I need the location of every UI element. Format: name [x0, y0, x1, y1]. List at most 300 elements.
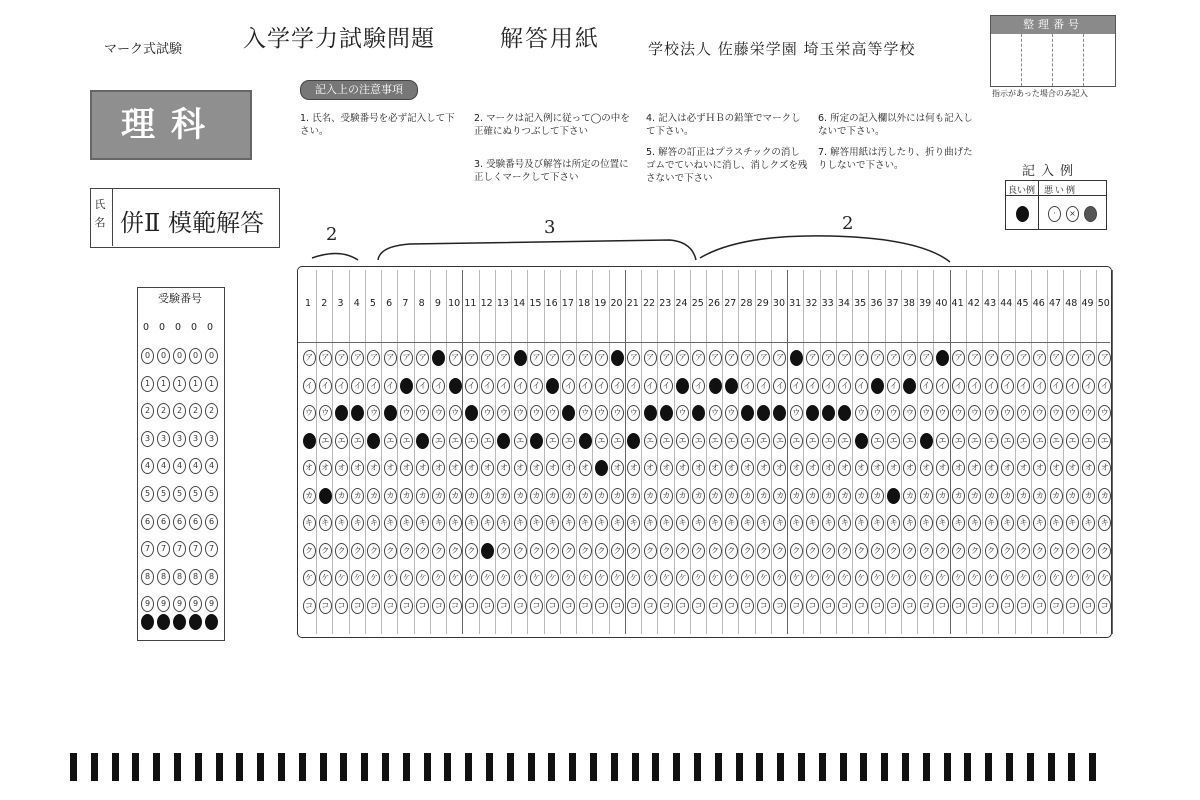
answer-bubble[interactable]: カ: [822, 488, 835, 504]
answer-bubble[interactable]: ケ: [838, 570, 851, 586]
answer-bubble[interactable]: ケ: [676, 570, 689, 586]
answer-bubble[interactable]: ア: [855, 350, 868, 366]
answer-bubble[interactable]: キ: [725, 515, 738, 531]
answer-bubble[interactable]: ク: [351, 543, 364, 559]
answer-bubble[interactable]: イ: [920, 378, 933, 394]
answer-bubble[interactable]: オ: [838, 460, 851, 476]
exam-number-bubble[interactable]: 8: [189, 569, 202, 585]
answer-bubble[interactable]: イ: [644, 378, 657, 394]
answer-bubble[interactable]: ク: [757, 543, 770, 559]
exam-number-bubble[interactable]: 3: [189, 431, 202, 447]
answer-bubble[interactable]: ウ: [855, 405, 868, 421]
answer-bubble[interactable]: コ: [562, 598, 575, 614]
answer-bubble[interactable]: イ: [367, 378, 380, 394]
answer-bubble[interactable]: ケ: [806, 570, 819, 586]
answer-bubble[interactable]: キ: [903, 515, 916, 531]
answer-bubble[interactable]: カ: [1017, 488, 1030, 504]
answer-bubble[interactable]: ケ: [319, 570, 332, 586]
exam-number-bubble[interactable]: 6: [157, 514, 170, 530]
exam-number-bubble[interactable]: 5: [157, 486, 170, 502]
answer-bubble[interactable]: ウ: [335, 405, 348, 421]
answer-bubble[interactable]: エ: [741, 433, 754, 449]
answer-bubble[interactable]: オ: [611, 460, 624, 476]
answer-bubble[interactable]: オ: [1001, 460, 1014, 476]
answer-bubble[interactable]: カ: [806, 488, 819, 504]
answer-bubble[interactable]: オ: [335, 460, 348, 476]
answer-bubble[interactable]: エ: [530, 433, 543, 449]
exam-number-bubble[interactable]: 0: [205, 348, 218, 364]
answer-bubble[interactable]: ウ: [351, 405, 364, 421]
answer-bubble[interactable]: ケ: [481, 570, 494, 586]
answer-bubble[interactable]: ケ: [530, 570, 543, 586]
answer-bubble[interactable]: ク: [887, 543, 900, 559]
answer-bubble[interactable]: ク: [692, 543, 705, 559]
answer-bubble[interactable]: ク: [806, 543, 819, 559]
answer-bubble[interactable]: イ: [871, 378, 884, 394]
answer-bubble[interactable]: イ: [481, 378, 494, 394]
answer-bubble[interactable]: エ: [985, 433, 998, 449]
answer-bubble[interactable]: ク: [627, 543, 640, 559]
answer-bubble[interactable]: エ: [709, 433, 722, 449]
answer-bubble[interactable]: ウ: [676, 405, 689, 421]
exam-number-bubble[interactable]: [173, 614, 186, 630]
answer-bubble[interactable]: ケ: [871, 570, 884, 586]
answer-bubble[interactable]: キ: [806, 515, 819, 531]
answer-bubble[interactable]: ケ: [920, 570, 933, 586]
exam-number-bubble[interactable]: 3: [157, 431, 170, 447]
answer-bubble[interactable]: イ: [416, 378, 429, 394]
answer-bubble[interactable]: オ: [952, 460, 965, 476]
answer-bubble[interactable]: コ: [400, 598, 413, 614]
answer-bubble[interactable]: イ: [1050, 378, 1063, 394]
answer-bubble[interactable]: ク: [952, 543, 965, 559]
answer-bubble[interactable]: カ: [546, 488, 559, 504]
answer-bubble[interactable]: ア: [562, 350, 575, 366]
answer-bubble[interactable]: キ: [351, 515, 364, 531]
answer-bubble[interactable]: オ: [660, 460, 673, 476]
answer-bubble[interactable]: ク: [1033, 543, 1046, 559]
answer-bubble[interactable]: ケ: [952, 570, 965, 586]
answer-bubble[interactable]: ア: [497, 350, 510, 366]
answer-bubble[interactable]: ウ: [449, 405, 462, 421]
answer-bubble[interactable]: エ: [806, 433, 819, 449]
answer-bubble[interactable]: キ: [773, 515, 786, 531]
answer-bubble[interactable]: ア: [432, 350, 445, 366]
exam-number-bubble[interactable]: 2: [173, 403, 186, 419]
exam-number-bubble[interactable]: 7: [205, 541, 218, 557]
answer-bubble[interactable]: ケ: [709, 570, 722, 586]
exam-number-bubble[interactable]: [157, 614, 170, 630]
answer-bubble[interactable]: ク: [546, 543, 559, 559]
answer-bubble[interactable]: オ: [1066, 460, 1079, 476]
answer-bubble[interactable]: コ: [920, 598, 933, 614]
answer-bubble[interactable]: オ: [968, 460, 981, 476]
answer-bubble[interactable]: カ: [1050, 488, 1063, 504]
answer-bubble[interactable]: オ: [644, 460, 657, 476]
answer-bubble[interactable]: コ: [1050, 598, 1063, 614]
answer-bubble[interactable]: キ: [465, 515, 478, 531]
answer-bubble[interactable]: オ: [546, 460, 559, 476]
answer-bubble[interactable]: ケ: [725, 570, 738, 586]
answer-bubble[interactable]: エ: [319, 433, 332, 449]
answer-bubble[interactable]: ケ: [968, 570, 981, 586]
answer-bubble[interactable]: キ: [562, 515, 575, 531]
answer-bubble[interactable]: オ: [627, 460, 640, 476]
answer-bubble[interactable]: エ: [465, 433, 478, 449]
answer-bubble[interactable]: エ: [335, 433, 348, 449]
answer-bubble[interactable]: オ: [1017, 460, 1030, 476]
answer-bubble[interactable]: ウ: [400, 405, 413, 421]
answer-bubble[interactable]: ア: [449, 350, 462, 366]
answer-bubble[interactable]: カ: [400, 488, 413, 504]
answer-bubble[interactable]: ク: [595, 543, 608, 559]
answer-bubble[interactable]: カ: [579, 488, 592, 504]
answer-bubble[interactable]: ア: [660, 350, 673, 366]
answer-bubble[interactable]: ケ: [822, 570, 835, 586]
answer-bubble[interactable]: ア: [644, 350, 657, 366]
answer-bubble[interactable]: ケ: [432, 570, 445, 586]
answer-bubble[interactable]: ウ: [384, 405, 397, 421]
answer-bubble[interactable]: ア: [465, 350, 478, 366]
answer-bubble[interactable]: イ: [514, 378, 527, 394]
answer-bubble[interactable]: オ: [449, 460, 462, 476]
answer-bubble[interactable]: イ: [936, 378, 949, 394]
exam-number-bubble[interactable]: 6: [205, 514, 218, 530]
answer-bubble[interactable]: コ: [1017, 598, 1030, 614]
answer-bubble[interactable]: ア: [351, 350, 364, 366]
answer-bubble[interactable]: イ: [660, 378, 673, 394]
answer-bubble[interactable]: ウ: [319, 405, 332, 421]
exam-number-bubble[interactable]: 7: [173, 541, 186, 557]
answer-bubble[interactable]: エ: [1066, 433, 1079, 449]
answer-bubble[interactable]: オ: [514, 460, 527, 476]
answer-bubble[interactable]: オ: [416, 460, 429, 476]
answer-bubble[interactable]: イ: [757, 378, 770, 394]
answer-bubble[interactable]: カ: [709, 488, 722, 504]
answer-bubble[interactable]: ア: [968, 350, 981, 366]
exam-number-bubble[interactable]: 8: [173, 569, 186, 585]
exam-number-bubble[interactable]: 4: [173, 458, 186, 474]
answer-bubble[interactable]: コ: [757, 598, 770, 614]
answer-bubble[interactable]: コ: [887, 598, 900, 614]
answer-bubble[interactable]: コ: [838, 598, 851, 614]
answer-bubble[interactable]: ウ: [644, 405, 657, 421]
answer-bubble[interactable]: イ: [1001, 378, 1014, 394]
answer-bubble[interactable]: ケ: [514, 570, 527, 586]
answer-bubble[interactable]: ク: [838, 543, 851, 559]
exam-number-bubble[interactable]: [141, 614, 154, 630]
answer-bubble[interactable]: カ: [497, 488, 510, 504]
answer-bubble[interactable]: ア: [985, 350, 998, 366]
exam-number-bubble[interactable]: 7: [189, 541, 202, 557]
answer-bubble[interactable]: エ: [871, 433, 884, 449]
answer-bubble[interactable]: ア: [546, 350, 559, 366]
answer-bubble[interactable]: ウ: [952, 405, 965, 421]
answer-bubble[interactable]: ア: [400, 350, 413, 366]
answer-bubble[interactable]: キ: [319, 515, 332, 531]
exam-number-bubble[interactable]: 4: [189, 458, 202, 474]
answer-bubble[interactable]: ア: [887, 350, 900, 366]
answer-bubble[interactable]: エ: [449, 433, 462, 449]
exam-number-bubble[interactable]: 9: [205, 596, 218, 612]
answer-bubble[interactable]: エ: [400, 433, 413, 449]
answer-bubble[interactable]: エ: [903, 433, 916, 449]
answer-bubble[interactable]: ウ: [725, 405, 738, 421]
answer-bubble[interactable]: キ: [303, 515, 316, 531]
answer-bubble[interactable]: オ: [757, 460, 770, 476]
exam-number-bubble[interactable]: 0: [141, 348, 154, 364]
answer-bubble[interactable]: エ: [384, 433, 397, 449]
answer-bubble[interactable]: キ: [660, 515, 673, 531]
answer-bubble[interactable]: カ: [530, 488, 543, 504]
answer-bubble[interactable]: ア: [725, 350, 738, 366]
exam-number-bubble[interactable]: 5: [173, 486, 186, 502]
answer-bubble[interactable]: イ: [692, 378, 705, 394]
answer-bubble[interactable]: ク: [644, 543, 657, 559]
exam-number-bubble[interactable]: 1: [141, 376, 154, 392]
answer-bubble[interactable]: カ: [303, 488, 316, 504]
answer-bubble[interactable]: ケ: [1050, 570, 1063, 586]
answer-bubble[interactable]: イ: [335, 378, 348, 394]
answer-bubble[interactable]: カ: [367, 488, 380, 504]
answer-bubble[interactable]: キ: [1017, 515, 1030, 531]
answer-bubble[interactable]: キ: [595, 515, 608, 531]
answer-bubble[interactable]: コ: [514, 598, 527, 614]
answer-bubble[interactable]: コ: [611, 598, 624, 614]
answer-bubble[interactable]: エ: [1082, 433, 1095, 449]
answer-bubble[interactable]: エ: [432, 433, 445, 449]
answer-bubble[interactable]: イ: [741, 378, 754, 394]
exam-number-bubble[interactable]: 9: [173, 596, 186, 612]
answer-bubble[interactable]: ケ: [400, 570, 413, 586]
answer-bubble[interactable]: ク: [790, 543, 803, 559]
answer-bubble[interactable]: ケ: [546, 570, 559, 586]
answer-bubble[interactable]: ウ: [822, 405, 835, 421]
answer-bubble[interactable]: オ: [790, 460, 803, 476]
answer-bubble[interactable]: エ: [627, 433, 640, 449]
answer-bubble[interactable]: エ: [303, 433, 316, 449]
answer-bubble[interactable]: ウ: [985, 405, 998, 421]
answer-bubble[interactable]: コ: [790, 598, 803, 614]
answer-bubble[interactable]: エ: [611, 433, 624, 449]
exam-number-bubble[interactable]: 1: [157, 376, 170, 392]
answer-bubble[interactable]: イ: [595, 378, 608, 394]
answer-bubble[interactable]: ア: [530, 350, 543, 366]
answer-bubble[interactable]: キ: [709, 515, 722, 531]
answer-bubble[interactable]: オ: [367, 460, 380, 476]
answer-bubble[interactable]: コ: [530, 598, 543, 614]
answer-bubble[interactable]: ケ: [903, 570, 916, 586]
answer-bubble[interactable]: カ: [660, 488, 673, 504]
answer-bubble[interactable]: カ: [319, 488, 332, 504]
answer-bubble[interactable]: カ: [920, 488, 933, 504]
exam-number-bubble[interactable]: 6: [189, 514, 202, 530]
answer-bubble[interactable]: ウ: [465, 405, 478, 421]
answer-bubble[interactable]: ウ: [432, 405, 445, 421]
answer-bubble[interactable]: ウ: [773, 405, 786, 421]
answer-bubble[interactable]: ク: [384, 543, 397, 559]
answer-bubble[interactable]: ウ: [530, 405, 543, 421]
answer-bubble[interactable]: ク: [562, 543, 575, 559]
answer-bubble[interactable]: ケ: [611, 570, 624, 586]
answer-bubble[interactable]: カ: [595, 488, 608, 504]
answer-bubble[interactable]: ケ: [303, 570, 316, 586]
answer-bubble[interactable]: キ: [579, 515, 592, 531]
exam-number-bubble[interactable]: 1: [205, 376, 218, 392]
answer-bubble[interactable]: イ: [985, 378, 998, 394]
answer-bubble[interactable]: ア: [757, 350, 770, 366]
answer-bubble[interactable]: カ: [465, 488, 478, 504]
answer-bubble[interactable]: カ: [1082, 488, 1095, 504]
answer-bubble[interactable]: ア: [1082, 350, 1095, 366]
answer-bubble[interactable]: オ: [595, 460, 608, 476]
answer-bubble[interactable]: キ: [400, 515, 413, 531]
answer-bubble[interactable]: イ: [1017, 378, 1030, 394]
exam-number-bubble[interactable]: 6: [173, 514, 186, 530]
answer-bubble[interactable]: イ: [806, 378, 819, 394]
answer-bubble[interactable]: ク: [920, 543, 933, 559]
answer-bubble[interactable]: キ: [1082, 515, 1095, 531]
answer-bubble[interactable]: キ: [1066, 515, 1079, 531]
answer-bubble[interactable]: ク: [903, 543, 916, 559]
answer-bubble[interactable]: キ: [514, 515, 527, 531]
answer-bubble[interactable]: ク: [497, 543, 510, 559]
answer-bubble[interactable]: コ: [741, 598, 754, 614]
answer-bubble[interactable]: ア: [514, 350, 527, 366]
exam-number-bubble[interactable]: 8: [205, 569, 218, 585]
answer-bubble[interactable]: ア: [303, 350, 316, 366]
answer-bubble[interactable]: オ: [676, 460, 689, 476]
answer-bubble[interactable]: ケ: [985, 570, 998, 586]
answer-bubble[interactable]: オ: [562, 460, 575, 476]
exam-number-bubble[interactable]: 3: [205, 431, 218, 447]
answer-bubble[interactable]: キ: [1050, 515, 1063, 531]
answer-bubble[interactable]: ク: [335, 543, 348, 559]
answer-bubble[interactable]: イ: [319, 378, 332, 394]
answer-bubble[interactable]: ウ: [903, 405, 916, 421]
answer-bubble[interactable]: ウ: [920, 405, 933, 421]
answer-bubble[interactable]: コ: [985, 598, 998, 614]
answer-bubble[interactable]: ウ: [1082, 405, 1095, 421]
answer-bubble[interactable]: カ: [985, 488, 998, 504]
answer-bubble[interactable]: イ: [709, 378, 722, 394]
answer-bubble[interactable]: キ: [920, 515, 933, 531]
answer-bubble[interactable]: ウ: [481, 405, 494, 421]
answer-bubble[interactable]: キ: [952, 515, 965, 531]
exam-number-bubble[interactable]: 1: [189, 376, 202, 392]
answer-bubble[interactable]: イ: [627, 378, 640, 394]
answer-bubble[interactable]: オ: [319, 460, 332, 476]
answer-bubble[interactable]: ア: [806, 350, 819, 366]
answer-bubble[interactable]: コ: [855, 598, 868, 614]
answer-bubble[interactable]: キ: [449, 515, 462, 531]
answer-bubble[interactable]: キ: [968, 515, 981, 531]
answer-bubble[interactable]: カ: [790, 488, 803, 504]
answer-bubble[interactable]: キ: [855, 515, 868, 531]
answer-bubble[interactable]: エ: [644, 433, 657, 449]
answer-bubble[interactable]: ア: [676, 350, 689, 366]
answer-bubble[interactable]: エ: [579, 433, 592, 449]
answer-bubble[interactable]: オ: [709, 460, 722, 476]
exam-number-bubble[interactable]: 5: [189, 486, 202, 502]
answer-bubble[interactable]: ケ: [465, 570, 478, 586]
answer-bubble[interactable]: ク: [741, 543, 754, 559]
answer-bubble[interactable]: カ: [903, 488, 916, 504]
answer-bubble[interactable]: オ: [1050, 460, 1063, 476]
answer-bubble[interactable]: ケ: [367, 570, 380, 586]
answer-bubble[interactable]: イ: [952, 378, 965, 394]
answer-bubble[interactable]: コ: [319, 598, 332, 614]
answer-bubble[interactable]: ア: [319, 350, 332, 366]
answer-bubble[interactable]: イ: [855, 378, 868, 394]
answer-bubble[interactable]: コ: [952, 598, 965, 614]
answer-bubble[interactable]: コ: [303, 598, 316, 614]
answer-bubble[interactable]: エ: [367, 433, 380, 449]
answer-bubble[interactable]: ク: [968, 543, 981, 559]
answer-bubble[interactable]: ケ: [773, 570, 786, 586]
exam-number-bubble[interactable]: 2: [157, 403, 170, 419]
answer-bubble[interactable]: エ: [757, 433, 770, 449]
answer-bubble[interactable]: ウ: [757, 405, 770, 421]
answer-bubble[interactable]: イ: [611, 378, 624, 394]
answer-bubble[interactable]: ウ: [562, 405, 575, 421]
answer-bubble[interactable]: カ: [757, 488, 770, 504]
answer-bubble[interactable]: キ: [432, 515, 445, 531]
answer-bubble[interactable]: エ: [676, 433, 689, 449]
answer-bubble[interactable]: ク: [660, 543, 673, 559]
answer-bubble[interactable]: イ: [903, 378, 916, 394]
answer-bubble[interactable]: ケ: [627, 570, 640, 586]
answer-bubble[interactable]: エ: [773, 433, 786, 449]
answer-bubble[interactable]: ケ: [562, 570, 575, 586]
answer-bubble[interactable]: オ: [465, 460, 478, 476]
answer-bubble[interactable]: ク: [985, 543, 998, 559]
answer-bubble[interactable]: ク: [822, 543, 835, 559]
exam-number-bubble[interactable]: 6: [141, 514, 154, 530]
answer-bubble[interactable]: エ: [838, 433, 851, 449]
exam-number-bubble[interactable]: 4: [141, 458, 154, 474]
answer-bubble[interactable]: ケ: [757, 570, 770, 586]
answer-bubble[interactable]: オ: [351, 460, 364, 476]
answer-bubble[interactable]: ク: [400, 543, 413, 559]
answer-bubble[interactable]: ア: [1033, 350, 1046, 366]
answer-bubble[interactable]: ク: [416, 543, 429, 559]
answer-bubble[interactable]: コ: [579, 598, 592, 614]
answer-bubble[interactable]: ケ: [790, 570, 803, 586]
answer-bubble[interactable]: ウ: [936, 405, 949, 421]
exam-number-bubble[interactable]: 9: [141, 596, 154, 612]
answer-bubble[interactable]: エ: [887, 433, 900, 449]
answer-bubble[interactable]: オ: [579, 460, 592, 476]
answer-bubble[interactable]: エ: [416, 433, 429, 449]
answer-bubble[interactable]: イ: [579, 378, 592, 394]
answer-bubble[interactable]: エ: [822, 433, 835, 449]
answer-bubble[interactable]: エ: [1033, 433, 1046, 449]
answer-bubble[interactable]: ケ: [335, 570, 348, 586]
answer-bubble[interactable]: ク: [1098, 543, 1111, 559]
answer-bubble[interactable]: オ: [530, 460, 543, 476]
answer-bubble[interactable]: ア: [692, 350, 705, 366]
answer-bubble[interactable]: ケ: [416, 570, 429, 586]
answer-bubble[interactable]: イ: [725, 378, 738, 394]
answer-bubble[interactable]: ア: [481, 350, 494, 366]
answer-bubble[interactable]: イ: [546, 378, 559, 394]
exam-number-bubble[interactable]: 7: [141, 541, 154, 557]
answer-bubble[interactable]: エ: [660, 433, 673, 449]
answer-bubble[interactable]: ウ: [838, 405, 851, 421]
answer-bubble[interactable]: オ: [855, 460, 868, 476]
answer-bubble[interactable]: ウ: [1098, 405, 1111, 421]
